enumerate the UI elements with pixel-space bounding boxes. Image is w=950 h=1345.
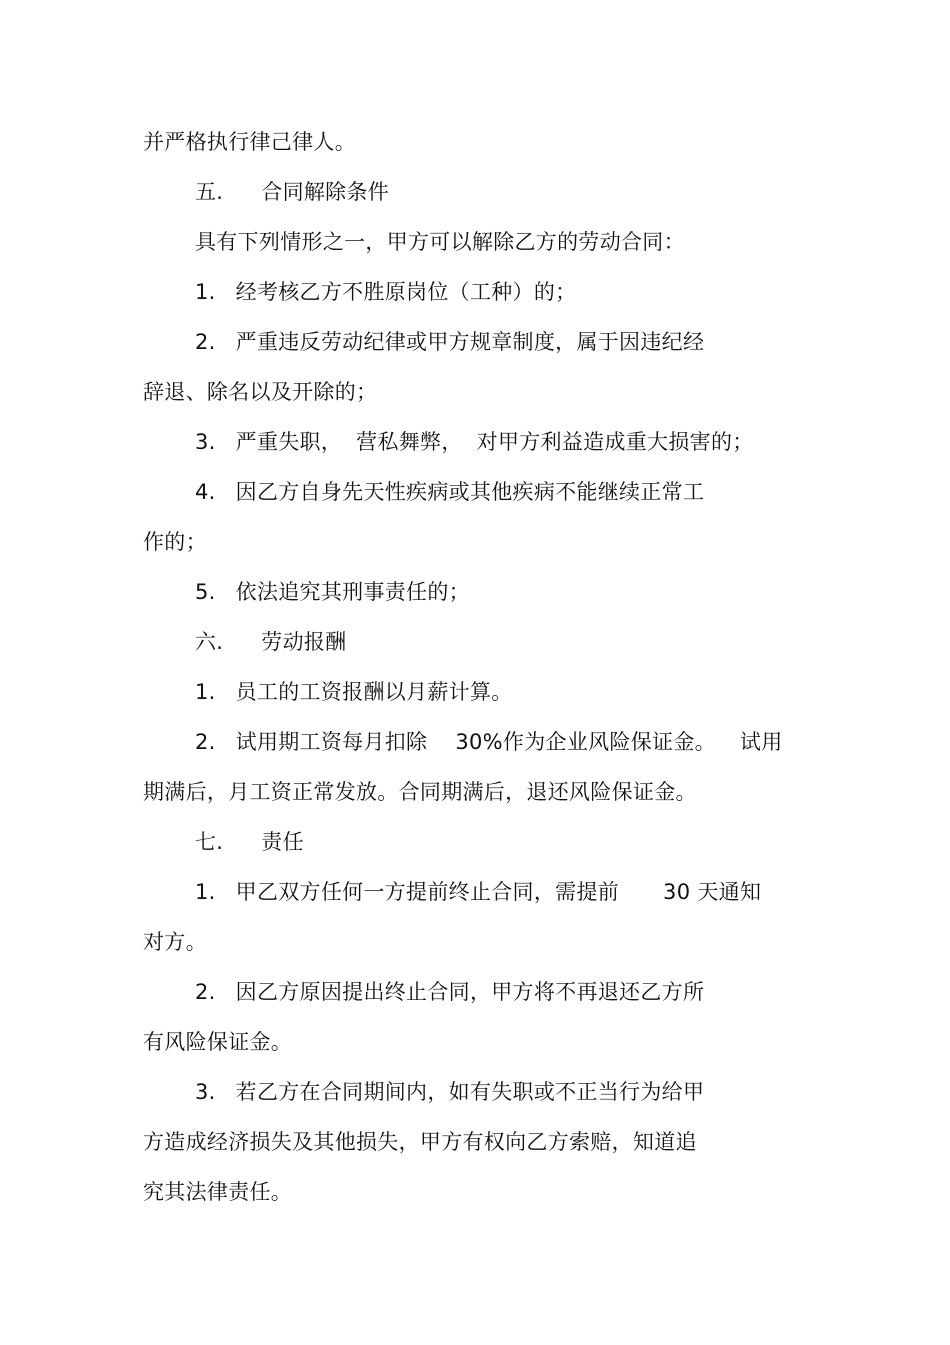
item-text: 试用 xyxy=(739,730,783,754)
item-text: 30 天通知 xyxy=(663,880,762,904)
text-fragment: 期满后，月工资正常发放。合同期满后，退还风险保证金。 xyxy=(143,780,697,804)
item-number: 4. xyxy=(195,480,216,504)
item-text: 30% xyxy=(455,730,503,754)
item-number: 2. xyxy=(195,980,216,1004)
section-title: 合同解除条件 xyxy=(261,180,390,204)
paragraph-line xyxy=(143,928,207,956)
item-number: 3. xyxy=(195,1080,216,1104)
section-number: 六. xyxy=(195,630,224,654)
item-number: 2. xyxy=(195,730,216,754)
item-number: 1. xyxy=(195,880,216,904)
paragraph-line xyxy=(143,1028,292,1056)
paragraph-line xyxy=(143,778,697,806)
item-text: 因乙方自身先天性疾病或其他疾病不能继续正常工 xyxy=(235,480,705,504)
section-title: 责任 xyxy=(261,830,304,854)
text-fragment: 并严格执行律己律人。 xyxy=(143,130,356,154)
section-heading-five xyxy=(195,178,389,206)
item-text: 依法追究其刑事责任的； xyxy=(235,580,470,604)
paragraph-line xyxy=(143,1178,292,1206)
item-text: 严重失职， xyxy=(235,430,343,454)
item-number: 3. xyxy=(195,430,216,454)
paragraph-line xyxy=(143,1128,697,1156)
text-fragment: 对方。 xyxy=(143,930,207,954)
item-text: 员工的工资报酬以月薪计算。 xyxy=(235,680,513,704)
item-number: 1. xyxy=(195,680,216,704)
list-item xyxy=(195,328,704,356)
text-fragment: 辞退、除名以及开除的； xyxy=(143,380,378,404)
item-text: 作为企业风险保证金。 xyxy=(502,730,716,754)
paragraph-line xyxy=(195,228,685,256)
item-number: 2. xyxy=(195,330,216,354)
list-item xyxy=(195,278,576,306)
list-item xyxy=(195,578,470,606)
list-item xyxy=(195,428,754,456)
paragraph-line xyxy=(143,528,207,556)
item-text: 对甲方利益造成重大损害的； xyxy=(476,430,754,454)
item-text: 甲乙双方任何一方提前终止合同，需提前 xyxy=(235,880,620,904)
section-number: 五. xyxy=(195,180,224,204)
item-number: 5. xyxy=(195,580,216,604)
paragraph-line xyxy=(143,378,377,406)
section-heading-seven xyxy=(195,828,304,856)
text-fragment: 具有下列情形之一，甲方可以解除乙方的劳动合同： xyxy=(195,230,685,254)
text-fragment: 究其法律责任。 xyxy=(143,1180,293,1204)
list-item xyxy=(195,878,761,906)
text-fragment: 有风险保证金。 xyxy=(143,1030,293,1054)
list-item xyxy=(195,678,513,706)
paragraph-line xyxy=(143,128,356,156)
item-number: 1. xyxy=(195,280,216,304)
item-text: 因乙方原因提出终止合同，甲方将不再退还乙方所 xyxy=(235,980,705,1004)
section-number: 七. xyxy=(195,830,224,854)
section-title: 劳动报酬 xyxy=(261,630,347,654)
text-fragment: 方造成经济损失及其他损失，甲方有权向乙方索赔，知道追 xyxy=(143,1130,697,1154)
section-heading-six xyxy=(195,628,346,656)
list-item xyxy=(195,728,783,756)
item-text: 严重违反劳动纪律或甲方规章制度，属于因违纪经 xyxy=(235,330,705,354)
list-item xyxy=(195,478,704,506)
list-item xyxy=(195,978,704,1006)
text-fragment: 作的； xyxy=(143,530,207,554)
item-text: 试用期工资每月扣除 xyxy=(235,730,428,754)
list-item xyxy=(195,1078,704,1106)
item-text: 若乙方在合同期间内，如有失职或不正当行为给甲 xyxy=(235,1080,705,1104)
item-text: 营私舞弊， xyxy=(356,430,463,454)
item-text: 经考核乙方不胜原岗位（工种）的； xyxy=(235,280,577,304)
